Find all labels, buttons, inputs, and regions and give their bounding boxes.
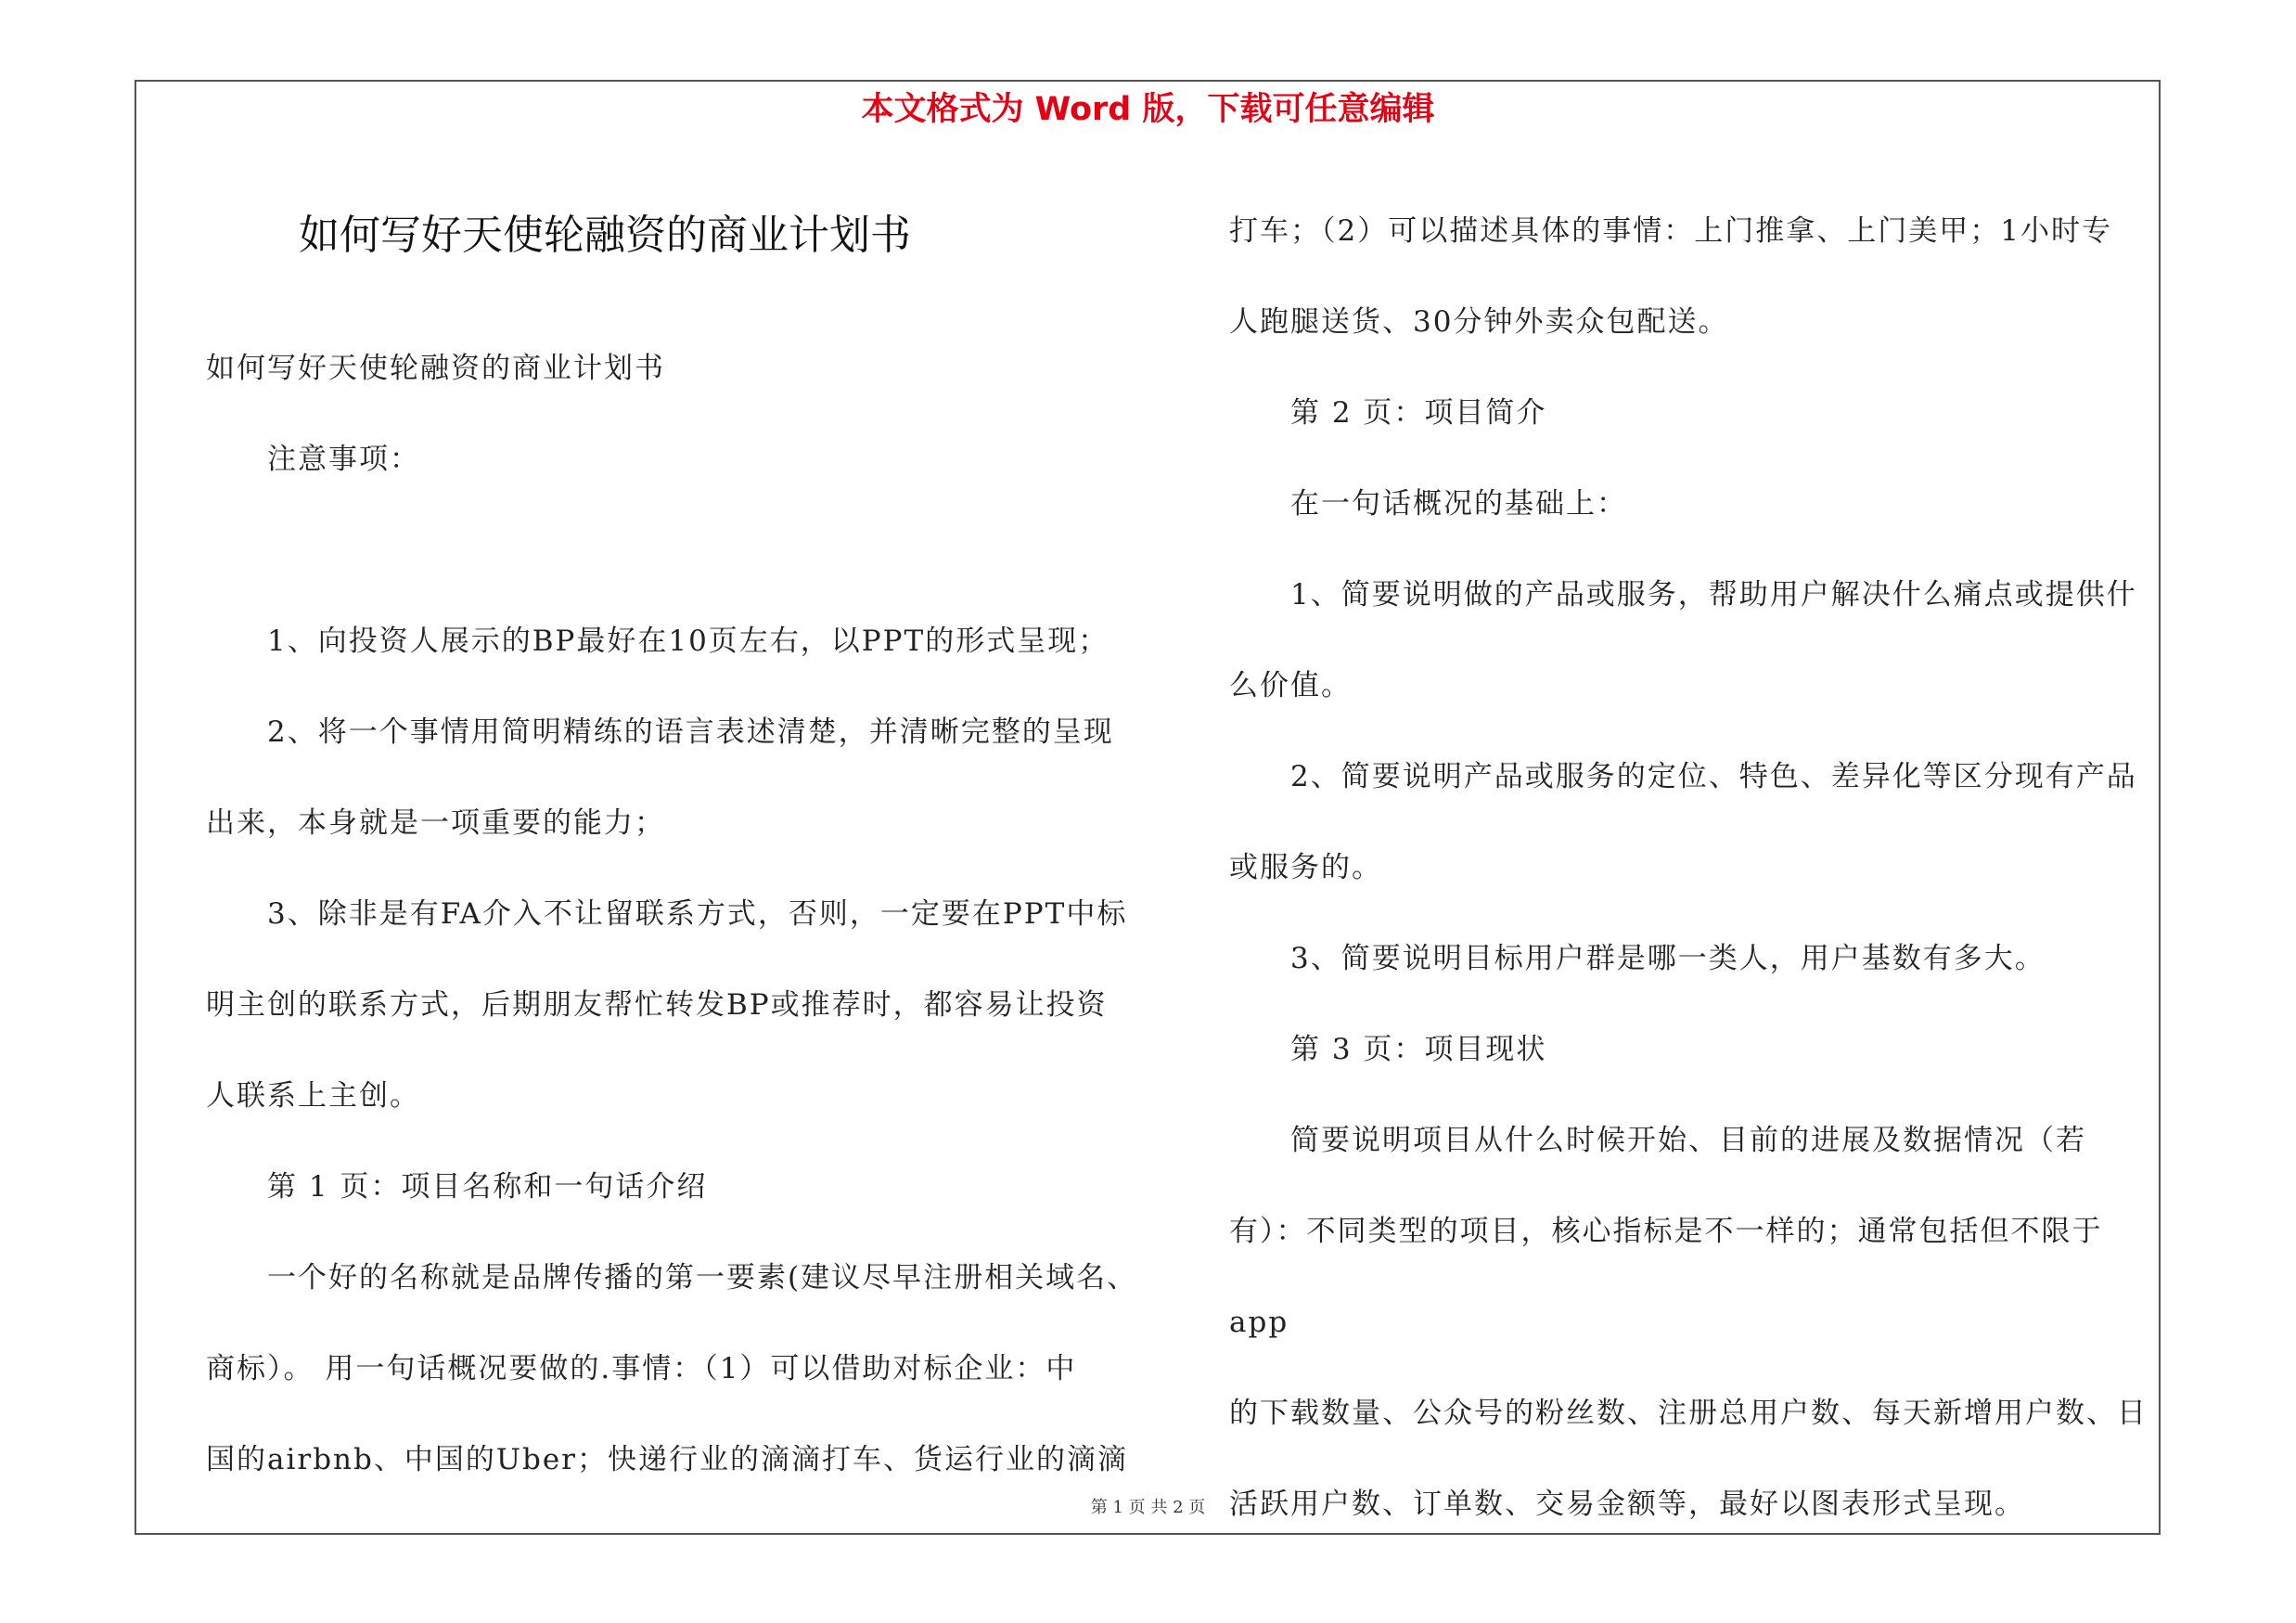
right-text-column	[1229, 186, 2157, 1550]
paragraph: 3、除非是有FA介入不让留联系方式，否则，一定要在PPT中标	[267, 897, 1128, 931]
paragraph: 如何写好天使轮融资的商业计划书	[206, 352, 665, 385]
page-footer: 第 1 页 共 2 页	[1090, 1498, 1206, 1517]
paragraph: 国的airbnb、中国的Uber；快递行业的滴滴打车、货运行业的滴滴	[206, 1443, 1129, 1476]
paragraph: 2、简要说明产品或服务的定位、特色、差异化等区分现有产品	[1290, 760, 2137, 793]
format-banner: 本文格式为 Word 版，下载可任意编辑	[861, 91, 1435, 128]
left-text-column	[206, 323, 1143, 1505]
section-heading: 第 2 页：项目简介	[1290, 396, 1547, 430]
paragraph: 打车；（2）可以描述具体的事情：上门推拿、上门美甲；1小时专	[1229, 214, 2112, 248]
paragraph: 么价值。	[1229, 669, 1352, 702]
paragraph: 或服务的。	[1229, 851, 1382, 884]
blank-line	[206, 505, 1143, 596]
document-title: 如何写好天使轮融资的商业计划书	[299, 212, 911, 259]
paragraph: 一个好的名称就是品牌传播的第一要素(建议尽早注册相关域名、	[267, 1261, 1138, 1295]
paragraph: 活跃用户数、订单数、交易金额等，最好以图表形式呈现。	[1229, 1488, 2025, 1521]
paragraph: 1、向投资人展示的BP最好在10页左右，以PPT的形式呈现；	[267, 625, 1110, 658]
paragraph: 2、将一个事情用简明精练的语言表述清楚，并清晰完整的呈现	[267, 715, 1114, 749]
section-heading: 第 1 页：项目名称和一句话介绍	[267, 1170, 708, 1204]
paragraph: 1、简要说明做的产品或服务，帮助用户解决什么痛点或提供什	[1290, 578, 2137, 612]
paragraph: 注意事项：	[267, 443, 420, 476]
paragraph: 人联系上主创。	[206, 1079, 420, 1113]
paragraph: 出来，本身就是一项重要的能力；	[206, 806, 665, 840]
paragraph: 3、简要说明目标用户群是哪一类人，用户基数有多大。	[1290, 942, 2046, 975]
paragraph: 在一句话概况的基础上：	[1290, 487, 1627, 521]
paragraph: 人跑腿送货、30分钟外卖众包配送。	[1229, 305, 1729, 339]
section-heading: 第 3 页：项目现状	[1290, 1033, 1547, 1066]
paragraph: 有）：不同类型的项目，核心指标是不一样的；通常包括但不限于app	[1229, 1215, 2103, 1339]
paragraph: 的下载数量、公众号的粉丝数、注册总用户数、每天新增用户数、日	[1229, 1397, 2148, 1430]
paragraph: 明主创的联系方式，后期朋友帮忙转发BP或推荐时，都容易让投资	[206, 988, 1108, 1022]
paragraph: 商标）。 用一句话概况要做的.事情：（1）可以借助对标企业：中	[206, 1352, 1077, 1385]
paragraph: 简要说明项目从什么时候开始、目前的进展及数据情况（若	[1290, 1124, 2086, 1157]
